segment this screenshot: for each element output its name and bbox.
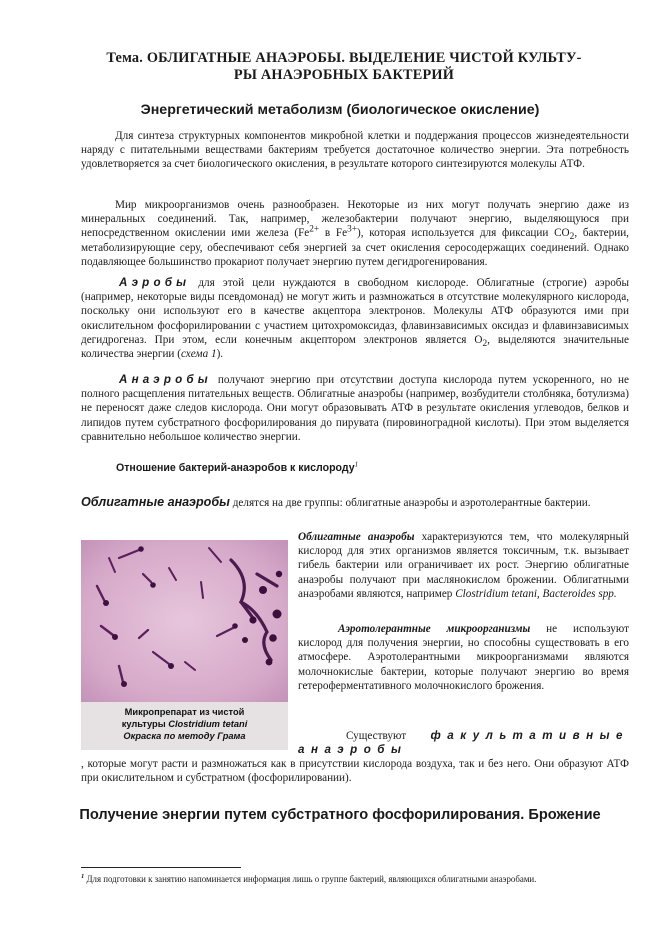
subheading-oxygen-relation: Отношение бактерий-анаэробов к кислороду$^1$ — [116, 460, 359, 474]
term-obligate-anaerobes-detail: Облигатные анаэробы — [298, 531, 415, 543]
paragraph-microorganisms: Мир микроорганизмов очень разнообразен. Некоторые из них могут получать энергию даже из минеральных соединений. Так, например, железобактерии получают энергию, выделяющуюся при непосредственном окислении ими железа ($Fe^{2+}$ в $Fe^{3+}$), которая используется для фиксации $CO_2$, бактерии, метаболизирующие серу, обеспечивают себя энергией за счет окисления серосодержащих соединений. Однако подавляющее большинство прокариот получает энергию путем дегидрогенирования. — [81, 199, 629, 268]
term-anaerobes: Анаэробы — [119, 373, 212, 386]
paragraph-obligate-intro: Облигатные анаэробы делятся на две группы: облигатные анаэробы и аэротолерантные бактерии. — [81, 495, 591, 509]
footnote: $^1$ Для подготовки к занятию напоминается информация лишь о группе бактерий, являющихся облигатными анаэробами. — [81, 873, 537, 884]
section-heading-energy-metabolism: Энергетический метаболизм (биологическое окисление) — [140, 102, 540, 118]
paragraph-anaerobes: Анаэробы получают энергию при отсутствии доступа кислорода путем ускоренного, но не полного расщепления питательных веществ. Облигатные анаэробы (например, возбудители столбняка, ботулизма) не переносят даже следов кислорода. Они могут образовывать АТФ в результате окисления углеводов, белков и липидов путем субстратного фосфорилирования до пирувата (пировиноградной кислоты). При этом выделяется сравнительно небольшое количество энергии. — [81, 373, 629, 443]
paragraph-aerobes: Аэробы для этой цели нуждаются в свободном кислороде. Облигатные (строгие) аэробы (например, некоторые виды псевдомонад) не могут жить и размножаться в отсутствие молекулярного кислорода, поскольку они используют его в качестве акцептора электронов. Молекулы АТФ образуются ими при окислительном фосфорилировании с участием цитохромоксидаз, флавинзависимых оксидаз и флавинзависимых дегидрогеназ. При этом, если конечным акцептором электронов является $O_2$, выделяются значительные количества энергии (схема 1). — [81, 276, 629, 361]
paragraph-facultative-lead: Существуют факультативные анаэробы — [298, 729, 629, 757]
paragraph-facultative-tail: , которые могут расти и размножаться как в присутствии кислорода воздуха, так и без него. Они образуют АТФ при окислительном и субстратном (фосфорилировании). — [81, 758, 629, 785]
figure-caption: Микропрепарат из чистой культуры Clostridium tetani Окраска по методу Грама — [81, 702, 288, 750]
term-facultative: факультативные анаэробы — [298, 729, 629, 757]
paragraph-intro: Для синтеза структурных компонентов микробной клетки и поддержания процессов жизнедеятельности наряду с питательными веществами бактериям требуется достаточное количество энергии. Эта потребность удовлетворяется за счет биологического окисления, в результате которого синтезируются молекулы АТФ. — [81, 130, 629, 171]
footnote-divider — [81, 867, 241, 868]
term-aerobes: Аэробы — [119, 276, 191, 289]
title-line-2: РЫ АНАЭРОБНЫХ БАКТЕРИЙ — [233, 67, 455, 83]
term-obligate-anaerobes: Облигатные анаэробы — [81, 495, 230, 509]
term-aerotolerant: Аэротолерантные микроорганизмы — [338, 623, 531, 635]
section-heading-fermentation: Получение энергии путем субстратного фосфорилирования. Брожение — [79, 807, 601, 823]
micrograph-figure — [81, 540, 288, 750]
micrograph-image — [81, 540, 288, 702]
page-title — [64, 50, 624, 84]
paragraph-obligate-anaerobes: Облигатные анаэробы характеризуются тем, что молекулярный кислород для этих организмов является токсичным, т.к. вызывает гибель бактерии или ограничивает их рост. Энергию облигатные анаэробы получают при маслянокислом брожении. Облигатными анаэробами являются, например Clostridium tetani, Bacteroides spp. — [298, 531, 629, 600]
title-line-1: Тема. ОБЛИГАТНЫЕ АНАЭРОБЫ. ВЫДЕЛЕНИЕ ЧИСТОЙ КУЛЬТУ- — [106, 50, 582, 66]
paragraph-aerotolerant: Аэротолерантные микроорганизмы не используют кислород для получения энергии, но способны существовать в его атмосфере. Аэротолерантными микроорганизмами являются молочнокислые бактерии, которые получают энергию во время гетероферментативного молочнокислого брожения. — [298, 623, 629, 692]
